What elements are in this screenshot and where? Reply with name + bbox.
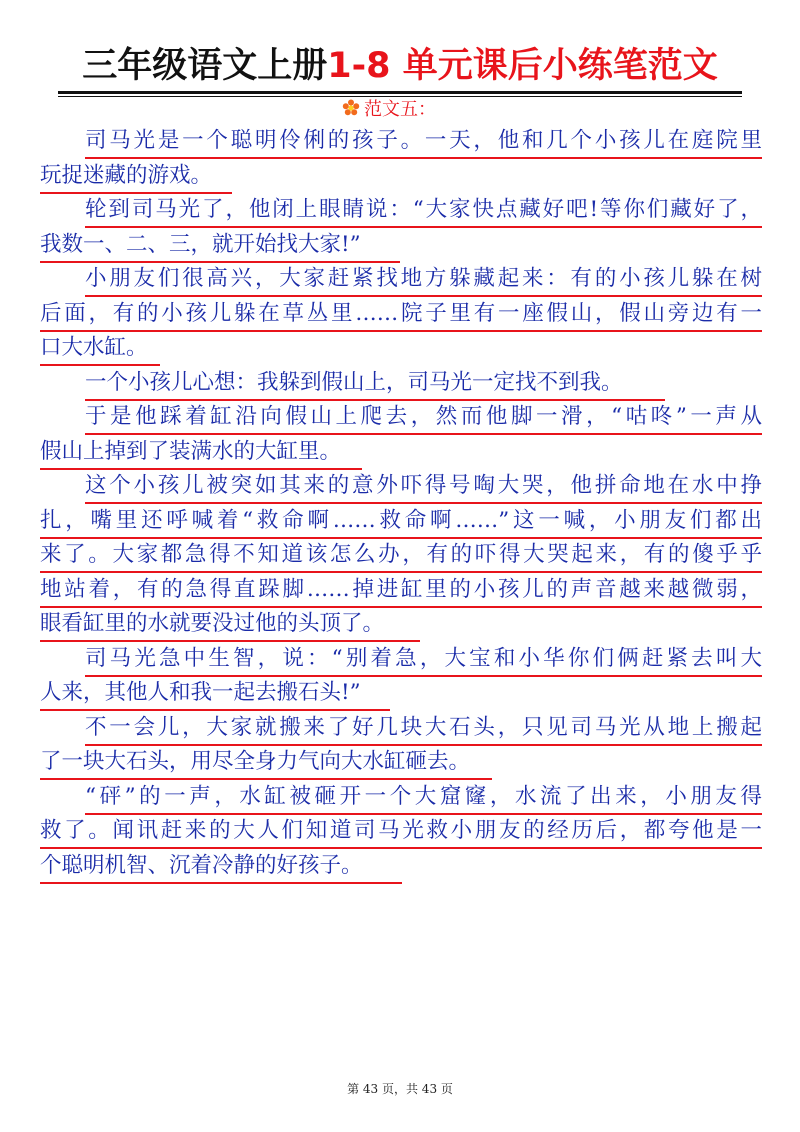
title-unit: 1-8 单元课后小练笔范文: [327, 46, 718, 86]
essay-line: 假山上掉到了装满水的大缸里。: [40, 437, 764, 472]
essay-line: 于是他踩着缸沿向假山上爬去，然而他脚一滑，“咕咚”一声从: [40, 402, 764, 437]
essay-line: 后面，有的小孩儿躲在草丛里……院子里有一座假山，假山旁边有一: [40, 299, 764, 334]
essay-line: 扎，嘴里还呼喊着“救命啊……救命啊……”这一喊，小朋友们都出: [40, 506, 764, 541]
essay-line: 个聪明机智、沉着冷静的好孩子。: [40, 851, 764, 886]
essay-line: 眼看缸里的水就要没过他的头顶了。: [40, 609, 764, 644]
title-rule-top: [58, 91, 742, 94]
essay-line: 司马光急中生智，说：“别着急，大宝和小华你们俩赶紧去叫大: [40, 644, 764, 679]
section-heading: [342, 95, 436, 121]
essay-line: 口大水缸。: [40, 333, 764, 368]
essay-line: “砰”的一声，水缸被砸开一个大窟窿，水流了出来，小朋友得: [40, 782, 764, 817]
page-number: 第 43 页，共 43 页: [347, 1082, 453, 1096]
essay-line: 来了。大家都急得不知道该怎么办，有的吓得大哭起来，有的傻乎乎: [40, 540, 764, 575]
essay-line: 轮到司马光了，他闭上眼睛说：“大家快点藏好吧!等你们藏好了，: [40, 195, 764, 230]
essay-line: 小朋友们很高兴，大家赶紧找地方躲藏起来：有的小孩儿躲在树: [40, 264, 764, 299]
essay-body: [40, 126, 764, 885]
essay-line: 不一会儿，大家就搬来了好几块大石头，只见司马光从地上搬起: [40, 713, 764, 748]
essay-line: 司马光是一个聪明伶俐的孩子。一天，他和几个小孩儿在庭院里: [40, 126, 764, 161]
essay-line: 这个小孩儿被突如其来的意外吓得号啕大哭，他拼命地在水中挣: [40, 471, 764, 506]
page-title: [40, 44, 760, 88]
section-label: 范文五：: [364, 99, 436, 120]
essay-line: 一个小孩儿心想：我躲到假山上，司马光一定找不到我。: [40, 368, 764, 403]
essay-line: 人来，其他人和我一起去搬石头!”: [40, 678, 764, 713]
essay-line: 我数一、二、三，就开始找大家!”: [40, 230, 764, 265]
flower-icon: [342, 99, 360, 117]
essay-line: 玩捉迷藏的游戏。: [40, 161, 764, 196]
essay-line: 了一块大石头，用尽全身力气向大水缸砸去。: [40, 747, 764, 782]
essay-line: 救了。闻讯赶来的大人们知道司马光救小朋友的经历后，都夸他是一: [40, 816, 764, 851]
title-grade: 三年级语文上册: [82, 46, 328, 86]
essay-line: 地站着，有的急得直跺脚……掉进缸里的小孩儿的声音越来越微弱，: [40, 575, 764, 610]
